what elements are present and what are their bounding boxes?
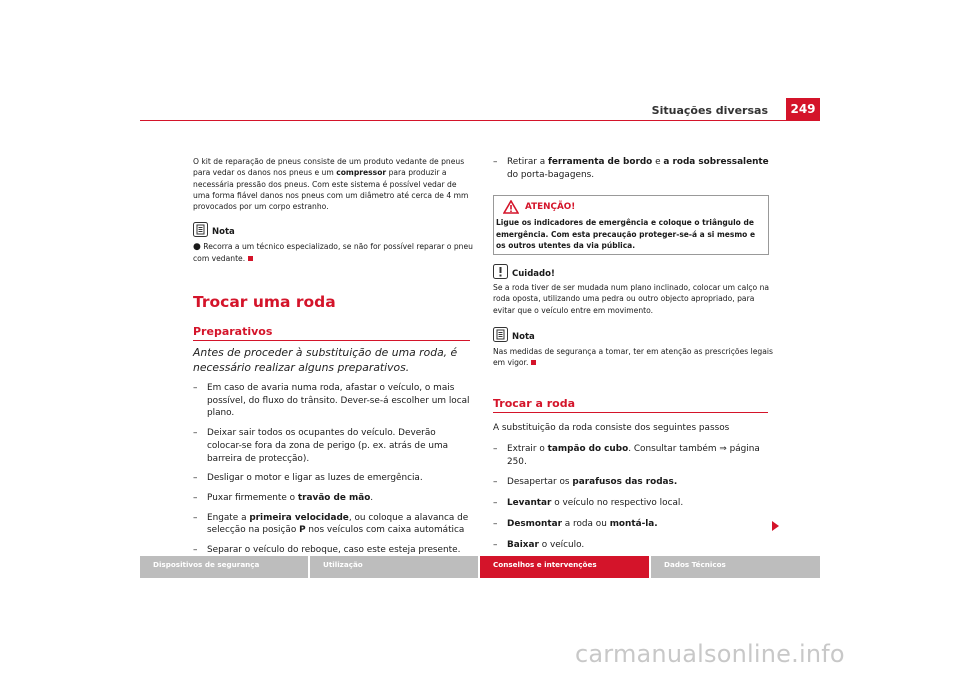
atencao-box xyxy=(493,195,769,255)
tab-dados-tecnicos[interactable]: Dados Técnicos xyxy=(651,556,820,578)
tab-conselhos-intervencoes[interactable]: Conselhos e intervenções xyxy=(480,556,649,578)
caution-icon xyxy=(493,264,508,279)
nota1-bullet: ● Recorra a um técnico especializado, se não for possível reparar o pneu com vedante. xyxy=(193,242,473,264)
trocar-title: Trocar a roda xyxy=(493,397,576,410)
running-header-title: Situações diversas xyxy=(651,104,768,117)
trocar-step-5: – Baixar o veículo. xyxy=(493,539,585,550)
preparativos-steps xyxy=(193,382,473,557)
nota2-paragraph xyxy=(493,346,773,369)
cuidado-heading xyxy=(493,264,555,279)
trocar-step-3: – Levantar o veículo no respectivo local. xyxy=(493,498,684,509)
nota2-label: Nota xyxy=(512,332,535,342)
atencao-label: ATENÇÃO! xyxy=(525,202,576,212)
preparativos-lead: Antes de proceder à substituição de uma roda, é necessário realizar alguns preparativos. xyxy=(193,346,458,374)
nota2-heading xyxy=(493,327,535,342)
end-marker xyxy=(531,360,536,365)
trocar-step-2: – Desapertar os parafusos das rodas. xyxy=(493,477,678,488)
nota1-heading xyxy=(193,222,235,237)
note-icon xyxy=(493,327,508,342)
nota1-bullet-text: Recorra a um técnico especializado, se não for possível reparar o pneu com vedante. xyxy=(193,242,473,264)
step-2: – Deixar sair todos os ocupantes do veículo. Deverão colocar-se fora da zona de perigo (p. ex. atrás de uma barreira de protecção). xyxy=(193,428,449,464)
tab-utilizacao[interactable]: Utilização xyxy=(310,556,478,578)
watermark: carmanualsonline.info xyxy=(575,640,845,668)
preparativos-rule xyxy=(193,340,470,341)
step-3: – Desligar o motor e ligar as luzes de emergência. xyxy=(193,473,423,484)
next-page-arrow-icon[interactable] xyxy=(772,521,779,531)
intro-paragraph xyxy=(193,156,473,212)
atencao-text: Ligue os indicadores de emergência e coloque o triângulo de emergência. Com esta precaução proteger-se-á a si mesmo e os outros utentes da via pública. xyxy=(496,218,756,250)
intro-text-post: para produzir a necessária pressão dos pneus. Com este sistema é possível vedar de uma forma fiável danos nos pneus com um diâmetro até cerca de 4 mm provocados por um corpo estranho. xyxy=(193,168,469,212)
step-7: – Retirar a ferramenta de bordo e a roda sobressalente do porta-bagagens. xyxy=(493,157,769,180)
intro-text-pre: O kit de reparação de pneus consiste de um produto vedante de pneus para vedar os danos nos pneus e um xyxy=(193,157,465,178)
intro-bold-compressor: compressor xyxy=(336,168,387,178)
step-4: – Puxar firmemente o travão de mão. xyxy=(193,492,374,503)
trocar-rule xyxy=(493,412,768,413)
trocar-lead: A substituição da roda consiste dos seguintes passos xyxy=(493,423,730,433)
step-6: – Separar o veículo do reboque, caso este esteja presente. xyxy=(193,545,461,556)
trocar-steps xyxy=(493,443,773,551)
cuidado-label: Cuidado! xyxy=(512,269,555,279)
note-icon xyxy=(193,222,208,237)
step-1: – Em caso de avaria numa roda, afastar o veículo, o mais possível, do fluxo do trânsito. Dever-se-á escolher um local plano. xyxy=(193,383,470,419)
header-rule xyxy=(140,120,820,121)
cuidado-text: Se a roda tiver de ser mudada num plano inclinado, colocar um calço na roda oposta, utilizando uma pedra ou outro objecto apropriado, para evitar que o veículo entre em movimento. xyxy=(493,283,770,315)
section-title: Trocar uma roda xyxy=(193,293,336,311)
tab-dispositivos-seguranca[interactable]: Dispositivos de segurança xyxy=(140,556,308,578)
nota1-label: Nota xyxy=(212,227,235,237)
preparativos-title: Preparativos xyxy=(193,325,273,338)
trocar-step-4: – Desmontar a roda ou montá-la. xyxy=(493,518,658,529)
trocar-step-1: – Extrair o tampão do cubo. Consultar também ⇒ página 250. xyxy=(493,444,760,467)
warning-triangle-icon xyxy=(503,200,519,214)
end-marker xyxy=(248,256,253,261)
nota2-text: Nas medidas de segurança a tomar, ter em atenção as prescrições legais em vigor. xyxy=(493,347,773,368)
step-5: – Engate a primeira velocidade, ou coloque a alavanca de selecção na posição P nos veículos com caixa automática xyxy=(193,512,469,536)
page-number: 249 xyxy=(786,98,820,120)
